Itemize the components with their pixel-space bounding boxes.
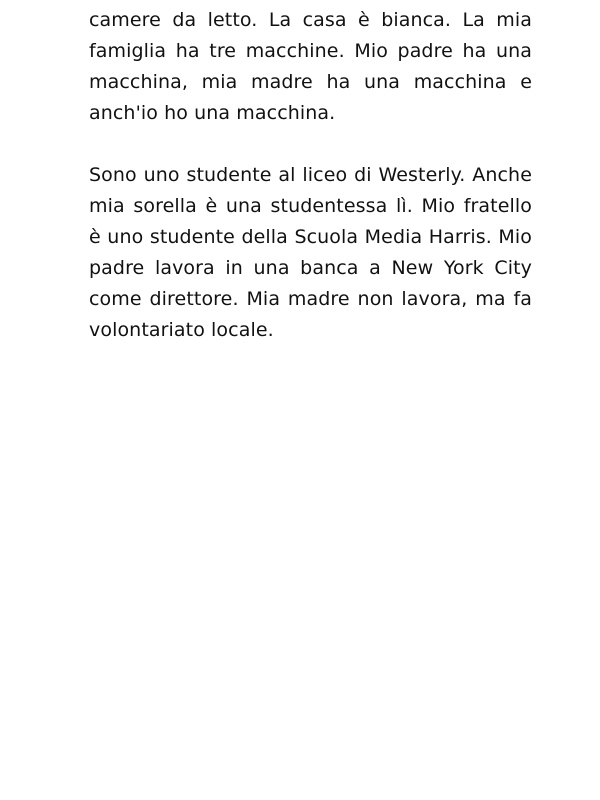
paragraph-1: camere da letto. La casa è bianca. La mia famiglia ha tre macchine. Mio padre ha una macchina, mia madre ha una macchina e anch'io ho una macchina. xyxy=(89,9,532,124)
document-body xyxy=(89,5,532,346)
paragraph-2: Sono uno studente al liceo di Westerly. Anche mia sorella è una studentessa lì. Mio fratello è uno studente della Scuola Media Harris. Mio padre lavora in una banca a New York City come direttore. Mia madre non lavora, ma fa volontariato locale. xyxy=(89,164,532,341)
